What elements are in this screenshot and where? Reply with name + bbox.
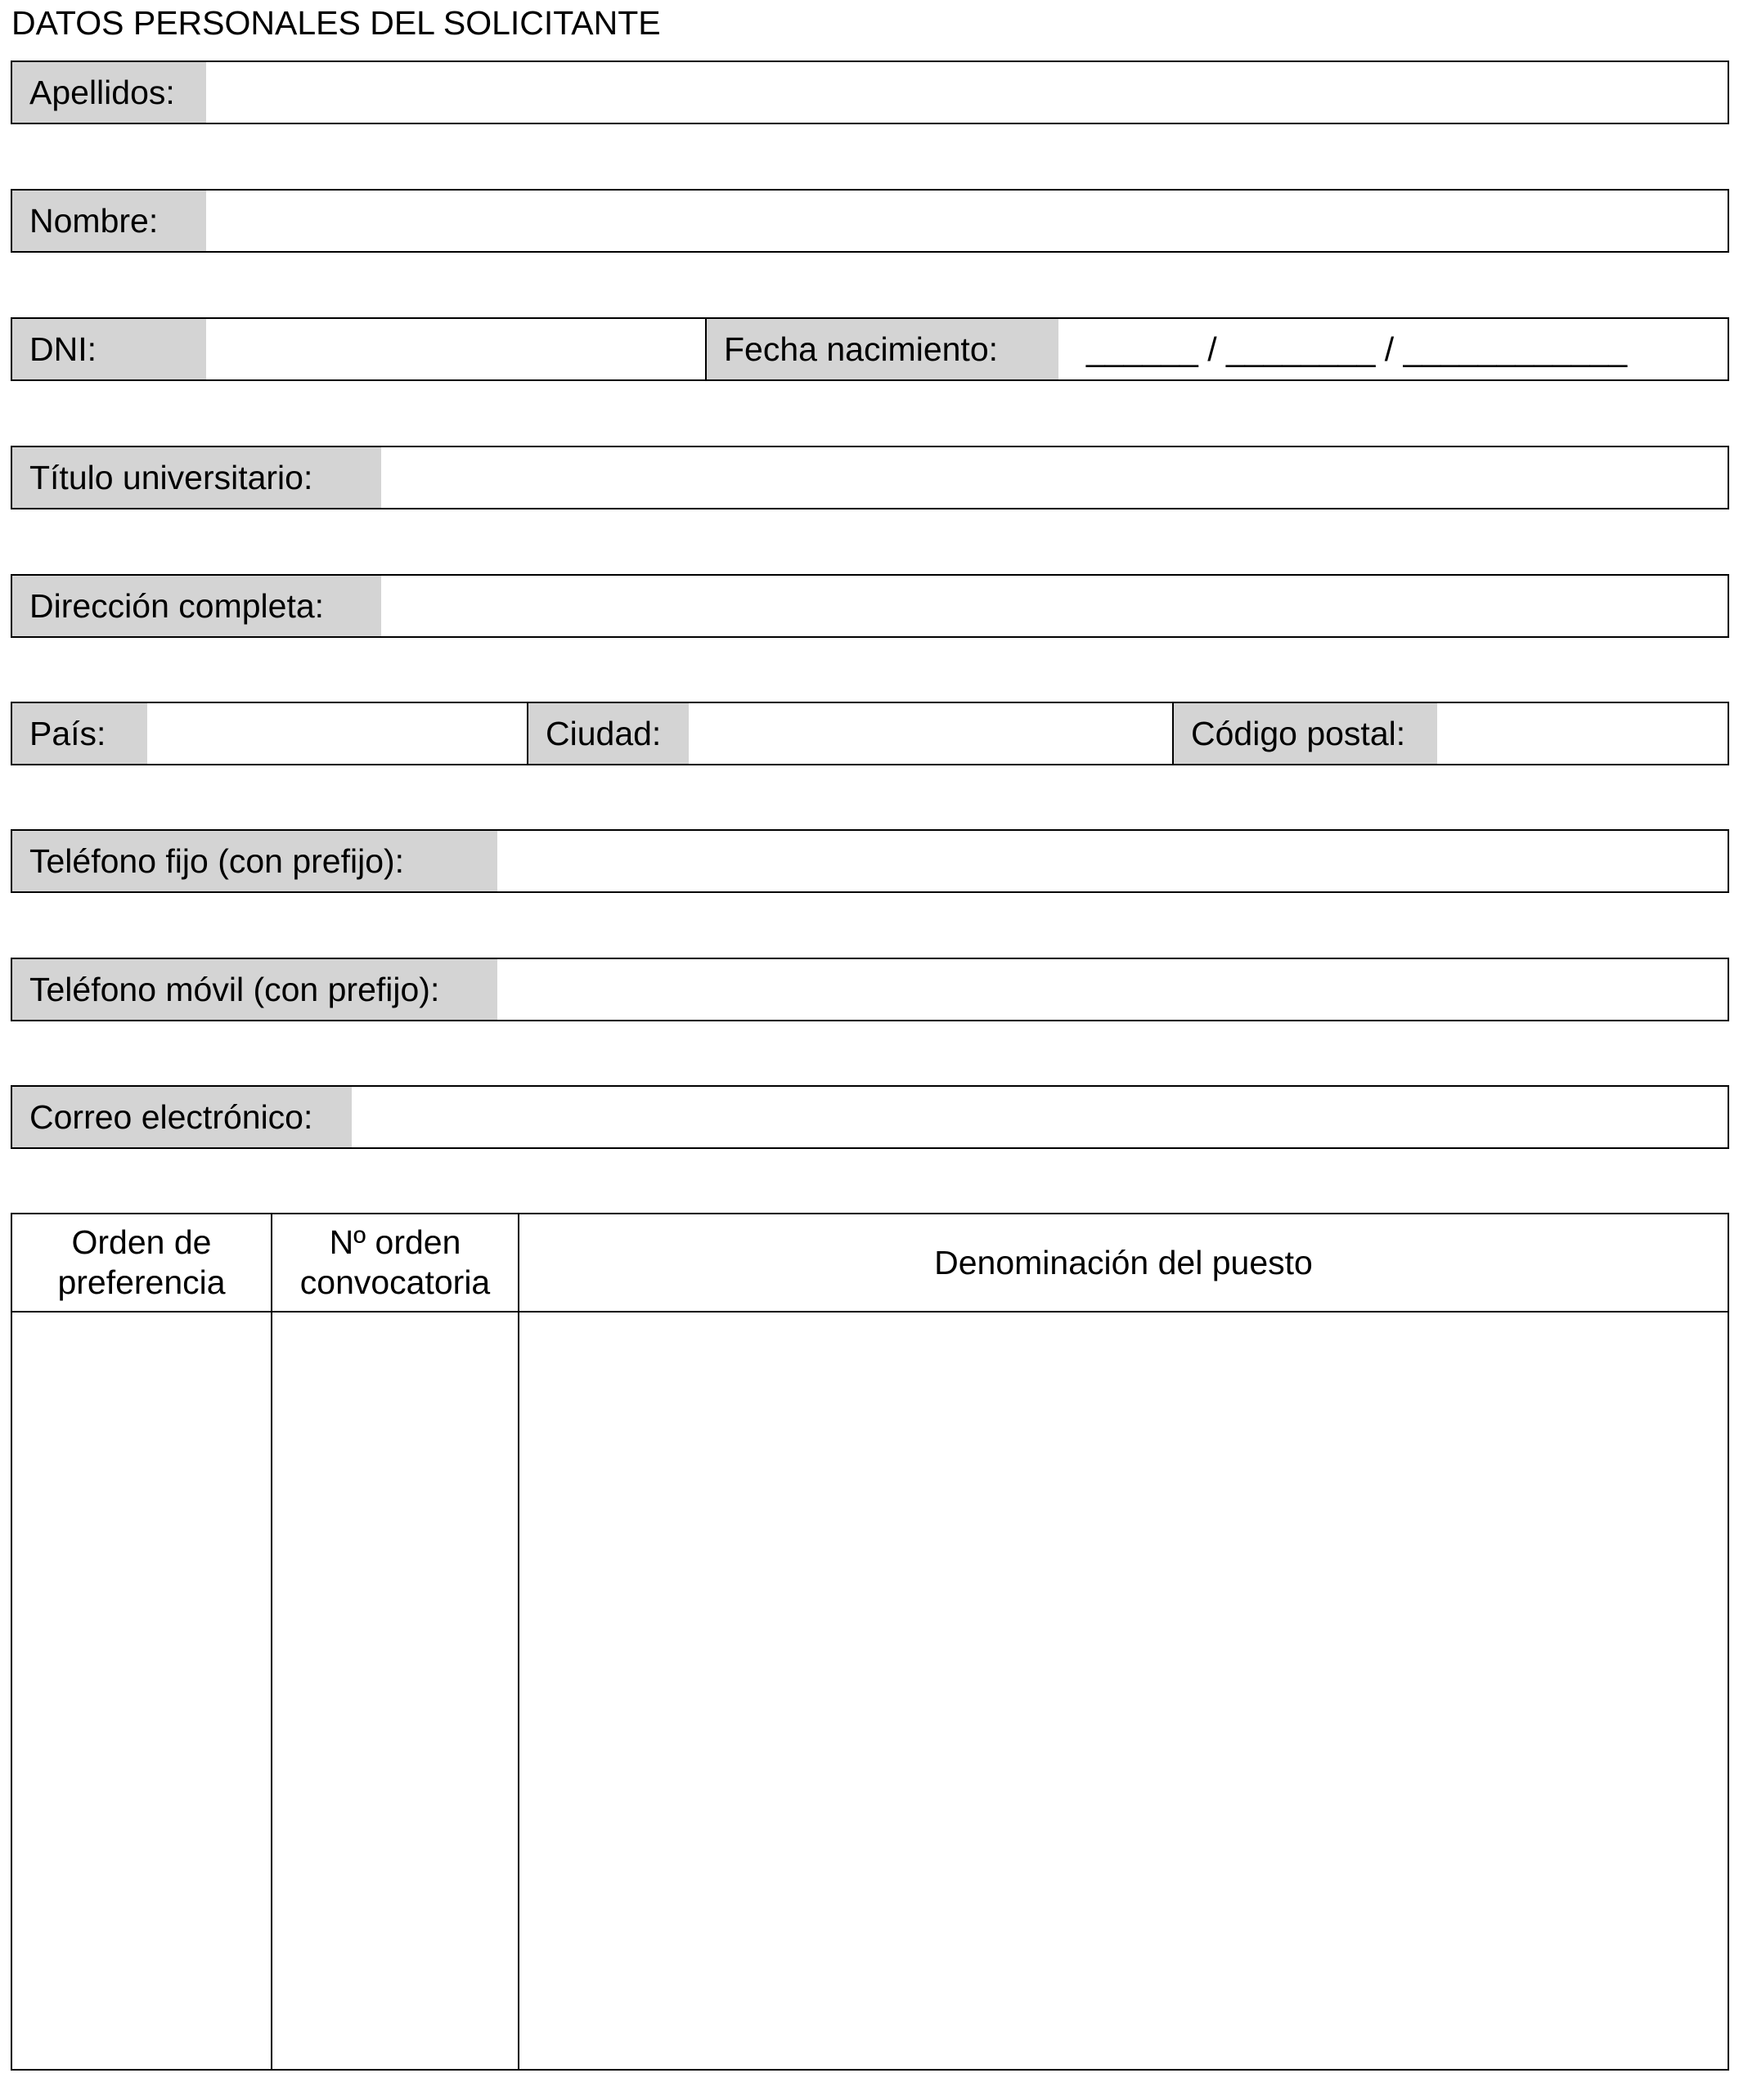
titulo-field[interactable] bbox=[381, 447, 1728, 508]
header-numero-orden-convocatoria bbox=[272, 1214, 518, 1311]
cell-numero-orden-convocatoria[interactable] bbox=[272, 1312, 518, 2069]
direccion-field[interactable] bbox=[381, 576, 1728, 636]
section-title: DATOS PERSONALES DEL SOLICITANTE bbox=[11, 4, 661, 42]
header-denominacion-puesto-text: Denominación del puesto bbox=[934, 1243, 1313, 1281]
telefono-fijo-label: Teléfono fijo (con prefijo): bbox=[12, 831, 497, 891]
telefono-fijo-row bbox=[11, 829, 1729, 893]
telefono-movil-label: Teléfono móvil (con prefijo): bbox=[12, 959, 497, 1020]
codigo-postal-field[interactable] bbox=[1437, 703, 1728, 764]
header-denominacion-puesto bbox=[519, 1214, 1728, 1311]
telefono-movil-field[interactable] bbox=[497, 959, 1728, 1020]
telefono-fijo-field[interactable] bbox=[497, 831, 1728, 891]
nombre-label: Nombre: bbox=[12, 191, 206, 251]
fecha-nacimiento-blanks: ______ / ________ / ____________ bbox=[1086, 330, 1628, 368]
codigo-postal-label: Código postal: bbox=[1174, 703, 1437, 764]
titulo-row bbox=[11, 446, 1729, 509]
header-numero-orden-convocatoria-text: Nº orden convocatoria bbox=[299, 1223, 491, 1301]
fecha-nacimiento-field[interactable] bbox=[1058, 319, 1728, 379]
titulo-label: Título universitario: bbox=[12, 447, 381, 508]
telefono-movil-row bbox=[11, 958, 1729, 1021]
nombre-field[interactable] bbox=[206, 191, 1728, 251]
pais-label: País: bbox=[12, 703, 147, 764]
preferences-table bbox=[11, 1213, 1729, 2071]
header-orden-preferencia bbox=[12, 1214, 271, 1311]
direccion-row bbox=[11, 574, 1729, 638]
cell-orden-preferencia[interactable] bbox=[12, 1312, 271, 2069]
apellidos-row bbox=[11, 61, 1729, 124]
apellidos-field[interactable] bbox=[206, 62, 1728, 123]
fecha-nacimiento-label: Fecha nacimiento: bbox=[707, 319, 1058, 379]
correo-row bbox=[11, 1085, 1729, 1149]
dni-fecha-row bbox=[11, 317, 1729, 381]
cell-denominacion-puesto[interactable] bbox=[519, 1312, 1728, 2069]
correo-field[interactable] bbox=[352, 1087, 1728, 1147]
correo-label: Correo electrónico: bbox=[12, 1087, 352, 1147]
ciudad-label: Ciudad: bbox=[528, 703, 689, 764]
nombre-row bbox=[11, 189, 1729, 253]
apellidos-label: Apellidos: bbox=[12, 62, 206, 123]
dni-field[interactable] bbox=[206, 319, 705, 379]
pais-ciudad-cp-row bbox=[11, 702, 1729, 765]
ciudad-field[interactable] bbox=[689, 703, 1172, 764]
pais-field[interactable] bbox=[147, 703, 527, 764]
direccion-label: Dirección completa: bbox=[12, 576, 381, 636]
dni-label: DNI: bbox=[12, 319, 206, 379]
header-orden-preferencia-text: Orden de preferencia bbox=[57, 1223, 226, 1301]
